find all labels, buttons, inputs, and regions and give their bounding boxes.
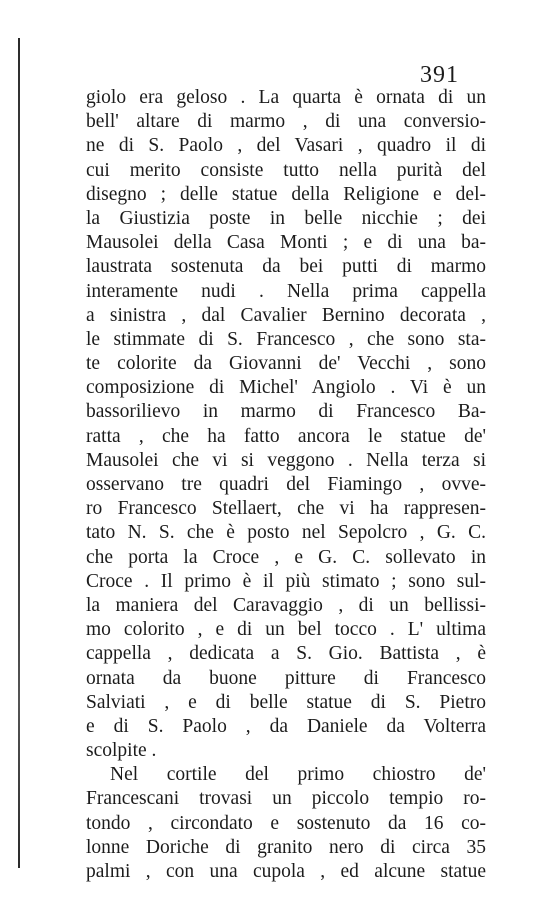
text-line: Mausolei della Casa Monti ; e di una ba- (86, 232, 486, 254)
text-line: le stimmate di S. Francesco , che sono sta- (86, 328, 486, 350)
text-line: laustrata sostenuta da bei putti di marmo (86, 256, 486, 278)
text-line: bassorilievo in marmo di Francesco Ba- (86, 401, 486, 423)
text-line: ornata da buone pitture di Francesco (86, 667, 486, 689)
text-line: giolo era geloso . La quarta è ornata di un (86, 87, 486, 108)
text-line: ne di S. Paolo , del Vasari , quadro il di (86, 135, 486, 157)
text-line: Salviati , e di belle statue di S. Pietro (86, 691, 486, 713)
text-line: ro Francesco Stellaert, che vi ha rappresen- (86, 498, 486, 520)
body-text (86, 86, 486, 884)
text-line: mo colorito , e di un bel tocco . L' ultima (86, 619, 486, 641)
text-line: cappella , dedicata a S. Gio. Battista , è (86, 643, 486, 665)
text-line: la Giustizia poste in belle nicchie ; dei (86, 207, 486, 229)
text-line: tato N. S. che è posto nel Sepolcro , G. C. (86, 522, 486, 544)
text-line: Croce . Il primo è il più stimato ; sono sul- (86, 570, 486, 592)
text-line: te colorite da Giovanni de' Vecchi , sono (86, 353, 486, 375)
text-line: ratta , che ha fatto ancora le statue de' (86, 425, 486, 447)
text-line: palmi , con una cupola , ed alcune statue (86, 861, 486, 882)
text-line: tondo , circondato e sostenuto da 16 co- (86, 812, 486, 834)
text-line: cui merito consiste tutto nella purità del (86, 159, 486, 181)
text-line: Nel cortile del primo chiostro de' (110, 764, 486, 786)
text-line: interamente nudi . Nella prima cappella (86, 280, 486, 302)
text-line: scolpite . (86, 740, 157, 762)
text-line: composizione di Michel' Angiolo . Vi è un (86, 377, 486, 399)
text-line: e di S. Paolo , da Daniele da Volterra (86, 715, 486, 737)
text-line: disegno ; delle statue della Religione e del- (86, 183, 486, 205)
text-line: Francescani trovasi un piccolo tempio ro- (86, 788, 486, 810)
text-line: che porta la Croce , e G. C. sollevato in (86, 546, 486, 568)
page-number: 391 (420, 62, 459, 88)
text-line: Mausolei che vi si veggono . Nella terza si (86, 449, 486, 471)
text-line: bell' altare di marmo , di una conversio- (86, 111, 486, 133)
text-line: a sinistra , dal Cavalier Bernino decorata , (86, 304, 486, 326)
text-line: lonne Doriche di granito nero di circa 35 (86, 836, 486, 858)
text-line: la maniera del Caravaggio , di un bellissi- (86, 594, 486, 616)
binding-edge (18, 38, 20, 868)
text-line: osservano tre quadri del Fiamingo , ovve- (86, 474, 486, 495)
